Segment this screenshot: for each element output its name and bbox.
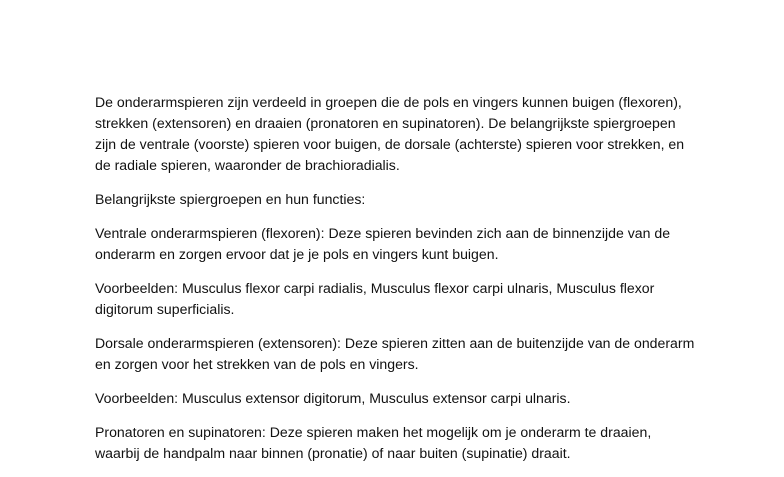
document-body (95, 92, 695, 477)
paragraph-dorsal-examples: Voorbeelden: Musculus extensor digitorum, Musculus extensor carpi ulnaris. (95, 390, 571, 406)
paragraph-dorsal: Dorsale onderarmspieren (extensoren): Deze spieren zitten aan de buitenzijde van de onderarm en zorgen voor het strekken van de pols en vingers. (95, 335, 695, 372)
paragraph-ventral-examples: Voorbeelden: Musculus flexor carpi radialis, Musculus flexor carpi ulnaris, Musculus flexor digitorum superficialis. (95, 280, 655, 317)
paragraph-pronators-supinators: Pronatoren en supinatoren: Deze spieren maken het mogelijk om je onderarm te draaien, waarbij de handpalm naar binnen (pronatie) of naar buiten (supinatie) draait. (95, 424, 652, 461)
paragraph-ventral: Ventrale onderarmspieren (flexoren): Deze spieren bevinden zich aan de binnenzijde van de onderarm en zorgen ervoor dat je je pols en vingers kunt buigen. (95, 225, 671, 262)
paragraph-heading-groups: Belangrijkste spiergroepen en hun functies: (95, 191, 366, 207)
paragraph-intro: De onderarmspieren zijn verdeeld in groepen die de pols en vingers kunnen buigen (flexoren), strekken (extensoren) en draaien (pronatoren en supinatoren). De belangrijkste spiergroepen zijn de ventrale (voorste) spieren voor buigen, de dorsale (achterste) spieren voor strekken, en de radiale spieren, waaronder de brachioradialis. (95, 94, 685, 173)
